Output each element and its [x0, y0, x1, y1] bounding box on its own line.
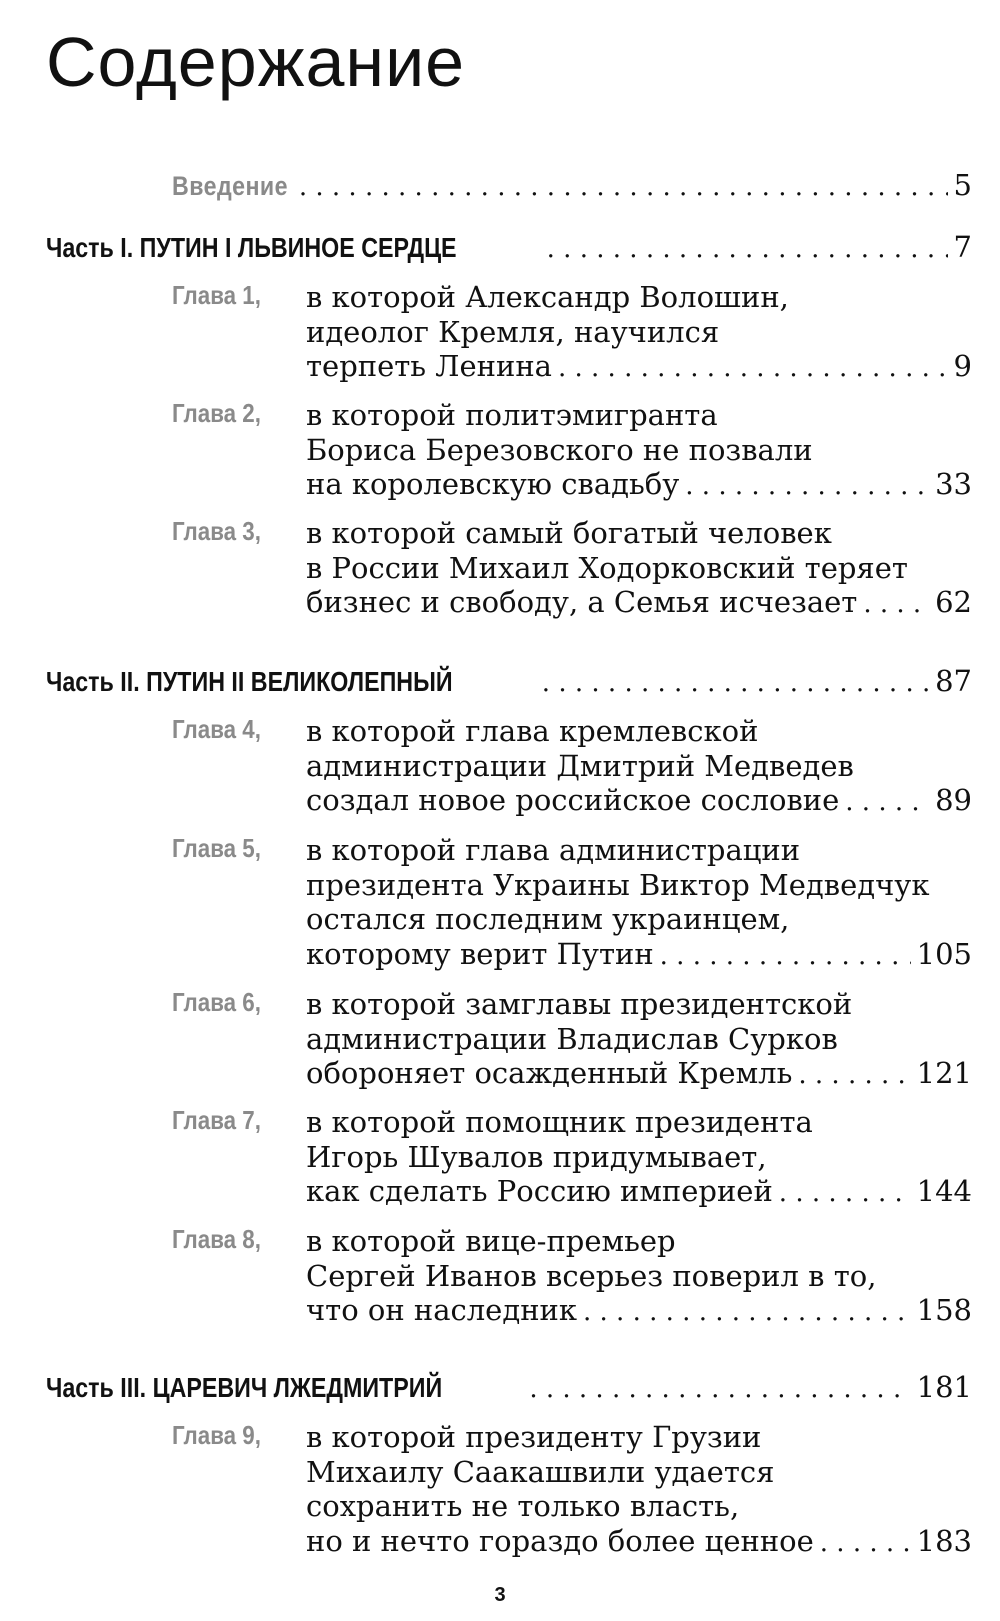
dot-leader: [798, 1058, 910, 1093]
dot-leader: [542, 668, 929, 698]
chapter-page: 183: [916, 1523, 972, 1558]
chapter-line: президента Украины Виктор Медведчук: [306, 867, 930, 902]
chapter-label: Глава 2,: [172, 398, 261, 428]
chapter-line: что он наследник: [306, 1293, 577, 1327]
chapter-line: Сергей Иванов всерьез поверил в то,: [306, 1258, 877, 1293]
dot-leader: [547, 234, 948, 264]
chapter-line: в которой политэмигранта: [306, 398, 718, 432]
dot-leader: [685, 469, 929, 504]
chapter-line: администрации Дмитрий Медведев: [306, 748, 854, 783]
page-title: Содержание: [46, 23, 466, 101]
chapter-page: 144: [916, 1174, 972, 1208]
chapter-label: Глава 6,: [172, 987, 261, 1017]
chapter-line: в которой президенту Грузии: [306, 1420, 762, 1454]
chapter-label: Глава 1,: [172, 280, 261, 310]
chapter-line: которому верит Путин: [306, 936, 654, 971]
part-label: Часть I. ПУТИН I ЛЬВИНОЕ СЕРДЦЕ: [46, 232, 457, 263]
part-label: Часть II. ПУТИН II ВЕЛИКОЛЕПНЫЙ: [46, 666, 453, 697]
part-label: Часть III. ЦАРЕВИЧ ЛЖЕДМИТРИЙ: [46, 1372, 443, 1403]
chapter-page: 9: [953, 349, 972, 383]
chapter-line: терпеть Ленина: [306, 349, 552, 383]
dot-leader: [820, 1526, 911, 1561]
intro-page: 5: [953, 168, 972, 202]
chapter-line: в которой глава кремлевской: [306, 714, 759, 748]
dot-leader: [583, 1295, 911, 1330]
dot-leader: [660, 939, 911, 974]
chapter-line: в России Михаил Ходорковский теряет: [306, 550, 908, 585]
chapter-line: бизнес и свободу, а Семья исчезает: [306, 585, 858, 619]
chapter-line: администрации Владислав Сурков: [306, 1021, 838, 1056]
toc-part-1[interactable]: [46, 230, 972, 264]
chapter-line: в которой глава администрации: [306, 833, 801, 867]
dot-leader: [299, 172, 948, 202]
chapter-page: 33: [935, 467, 972, 501]
dot-leader: [845, 785, 929, 820]
toc-part-3[interactable]: [46, 1370, 972, 1404]
dot-leader: [558, 351, 948, 386]
chapter-page: 62: [935, 585, 972, 619]
chapter-line: сохранить не только власть,: [306, 1489, 740, 1523]
chapter-line: создал новое российское сословие: [306, 783, 840, 817]
dot-leader: [779, 1176, 911, 1211]
chapter-page: 158: [916, 1293, 972, 1327]
chapter-line: но и нечто гораздо более ценное: [306, 1523, 814, 1558]
chapter-label: Глава 7,: [172, 1105, 261, 1135]
intro-label: Введение: [172, 171, 288, 201]
chapter-label: Глава 8,: [172, 1224, 261, 1254]
part-page: 7: [953, 230, 972, 264]
chapter-line: обороняет осажденный Кремль: [306, 1056, 793, 1090]
chapter-line: Михаилу Саакашвили удается: [306, 1454, 775, 1489]
chapter-page: 121: [916, 1056, 972, 1090]
chapter-line: в которой замглавы президентской: [306, 987, 853, 1021]
chapter-line: идеолог Кремля, научился: [306, 314, 720, 349]
chapter-label: Глава 4,: [172, 714, 261, 744]
chapter-line: остался последним украинцем,: [306, 902, 790, 936]
part-page: 87: [935, 664, 972, 698]
chapter-line: в которой Александр Волошин,: [306, 280, 789, 314]
chapter-line: как сделать Россию империей: [306, 1174, 773, 1208]
chapter-line: в которой вице-премьер: [306, 1224, 676, 1258]
chapter-line: Игорь Шувалов придумывает,: [306, 1139, 767, 1174]
chapter-label: Глава 3,: [172, 516, 261, 546]
chapter-line: на королевскую свадьбу: [306, 467, 680, 501]
page-number: 3: [494, 1584, 506, 1606]
chapter-line: Бориса Березовского не позвали: [306, 432, 813, 467]
part-page: 181: [916, 1370, 972, 1404]
dot-leader: [863, 587, 929, 622]
chapter-line: в которой помощник президента: [306, 1105, 813, 1139]
chapter-line: в которой самый богатый человек: [306, 516, 832, 550]
dot-leader: [529, 1374, 910, 1404]
chapter-page: 89: [935, 783, 972, 817]
chapter-label: Глава 5,: [172, 833, 261, 863]
chapter-label: Глава 9,: [172, 1420, 261, 1450]
chapter-page: 105: [916, 936, 972, 971]
toc-entry-intro[interactable]: [172, 168, 972, 202]
toc-part-2[interactable]: [46, 664, 972, 698]
